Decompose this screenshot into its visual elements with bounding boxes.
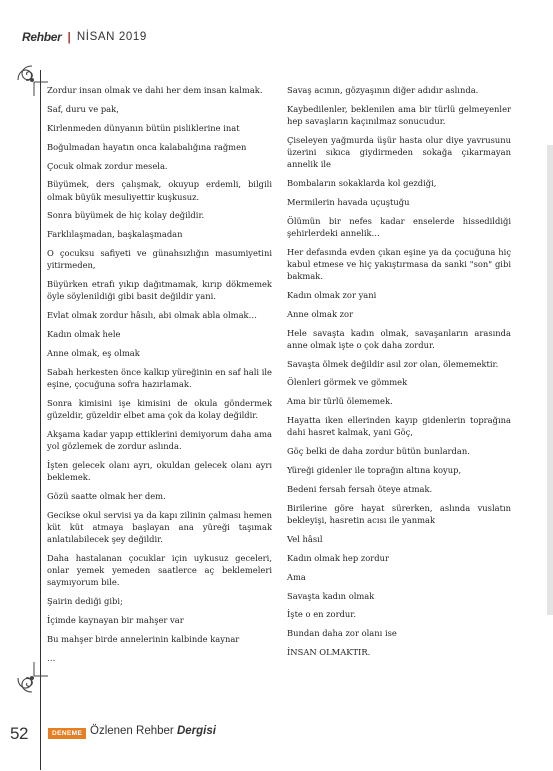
paragraph: Vel hâsıl bbox=[287, 533, 323, 544]
paragraph: Ölümün bir nefes kadar enselerde hissedildiği şehirlerdeki annelik… bbox=[287, 215, 511, 238]
footer-rule bbox=[40, 722, 41, 770]
paragraph: Yüreği gidenler ile toprağın altına koyup, bbox=[287, 465, 462, 476]
paragraph: Ama bir türlü ölememek. bbox=[287, 396, 393, 407]
top-ornament-icon bbox=[14, 62, 50, 98]
paragraph: Kaybedilenler, beklenilen ama bir türlü gelmeyenler hep savaşların kaçınılmaz sonucudur. bbox=[287, 103, 511, 126]
paragraph: Savaşta kadın olmak bbox=[287, 590, 375, 601]
header-separator: | bbox=[67, 30, 71, 44]
paragraph: Bundan daha zor olanı ise bbox=[287, 628, 397, 639]
paragraph: Akşama kadar yapıp ettiklerini demiyorum daha ama yol gözlemek de zordur aslında. bbox=[47, 428, 272, 451]
paragraph: Sonra büyümek de hiç kolay değildir. bbox=[47, 210, 205, 221]
paragraph: Kadın olmak zor yani bbox=[287, 289, 377, 300]
magazine-brand: Rehber bbox=[22, 30, 62, 44]
paragraph: Çiseleyen yağmurda üşür hasta olur diye yavrusunu üzerini sıkıca giydirmeden sokağa çıkarmayan annelik ile bbox=[287, 134, 511, 170]
paragraph: Sabah herkesten önce kalkıp yüreğinin en saf hali ile eşine, çocuğuna sofra hazırlamak. bbox=[47, 366, 272, 389]
paragraph: Şairin dediği gibi; bbox=[47, 595, 123, 606]
paragraph: Büyürken etrafı yıkıp dağıtmamak, kırıp dökmemek öyle söylenildiği gibi basit değildir yani. bbox=[47, 279, 272, 302]
paragraph: Sonra kimisini işe kimisini de okula göndermek güzeldir, güzeldir elbet ama çok da kolay değildir. bbox=[47, 397, 272, 420]
paragraph: Savaş acının, gözyaşının diğer adıdır aslında. bbox=[287, 85, 479, 95]
paragraph: Farklılaşmadan, başkalaşmadan bbox=[47, 229, 183, 240]
paragraph: Hele savaşta kadın olmak, savaşanların arasında anne olmak işte o çok daha zordur. bbox=[287, 327, 511, 350]
magazine-title bbox=[90, 725, 216, 737]
paragraph: Boğulmadan hayatın onca kalabalığına rağmen bbox=[47, 141, 247, 152]
paragraph: Daha hastalanan çocuklar için uykusuz geceleri, onlar yemek yemeden saatlerce aç beklemeleri saymıyorum bile. bbox=[47, 552, 272, 587]
page-number: 52 bbox=[10, 724, 28, 743]
paragraph: İNSAN OLMAKTIR. bbox=[287, 647, 371, 658]
section-badge: DENEME bbox=[48, 728, 86, 739]
paragraph: Kirlenmeden dünyanın bütün pisliklerine inat bbox=[47, 122, 240, 133]
page-footer bbox=[0, 722, 553, 752]
paragraph: Savaşta ölmek değildir asıl zor olan, ölememektir. bbox=[287, 358, 499, 369]
paragraph: Ölenleri görmek ve gömmek bbox=[287, 377, 408, 388]
paragraph: Ama bbox=[287, 571, 306, 582]
paragraph: İşte o en zordur. bbox=[287, 609, 357, 620]
paragraph: Bombaların sokaklarda kol gezdiği, bbox=[287, 177, 437, 188]
paragraph: İçimde kaynayan bir mahşer var bbox=[47, 614, 184, 625]
paragraph: Kadın olmak hele bbox=[47, 329, 121, 340]
paragraph: Büyümek, ders çalışmak, okuyup erdemli, bilgili olmak büyük mesuliyettir kuşkusuz. bbox=[47, 179, 272, 202]
paragraph: Anne olmak, eş olmak bbox=[47, 347, 140, 358]
paragraph: Anne olmak zor bbox=[287, 308, 354, 319]
paragraph: Evlat olmak zordur hâsılı, abi olmak abla olmak… bbox=[47, 310, 257, 321]
paragraph: Birilerine göre hayat sürerken, aslında vuslatın bekleyişi, hasretin acısı ile yanmak bbox=[287, 502, 511, 525]
magazine-title-prefix: Özlenen Rehber bbox=[90, 725, 174, 737]
paragraph: Hayatta iken ellerinden kayıp gidenlerin toprağına dahi hasret kalmak, yani Göç, bbox=[287, 415, 511, 438]
paragraph: Zordur insan olmak ve dahi her dem insan kalmak. bbox=[47, 85, 263, 95]
issue-date: NİSAN 2019 bbox=[76, 31, 147, 43]
paragraph: Göç belki de daha zordur bütün bunlardan. bbox=[287, 446, 470, 457]
bottom-ornament-icon bbox=[14, 660, 50, 696]
right-text-column bbox=[287, 84, 511, 665]
paragraph: … bbox=[47, 652, 56, 663]
paragraph: Her defasında evden çıkan eşine ya da çocuğuna hiç kabul etmese ve hiç yakıştırmasa da sanki "son" gibi bakmak. bbox=[287, 246, 511, 281]
paragraph: O çocuksu safiyeti ve günahsızlığın masumiyetini yitirmeden, bbox=[47, 248, 272, 271]
left-text-column bbox=[47, 84, 272, 670]
paragraph: Gecikse okul servisi ya da kapı zilinin çalması hemen küt küt atmaya başlayan ana yüreği taşımak anlatılabilecek şey değildir. bbox=[47, 509, 272, 544]
paragraph: İşten gelecek olanı ayrı, okuldan gelecek olanı ayrı beklemek. bbox=[47, 459, 272, 482]
paragraph: Saf, duru ve pak, bbox=[47, 103, 119, 114]
paragraph: Mermilerin havada uçuştuğu bbox=[287, 196, 410, 207]
paragraph: Kadın olmak hep zordur bbox=[287, 552, 389, 563]
paragraph: Gözü saatte olmak her dem. bbox=[47, 490, 166, 501]
paragraph: Çocuk olmak zordur mesela. bbox=[47, 160, 168, 171]
page-edge-strip bbox=[547, 145, 553, 615]
paragraph: Bu mahşer birde annelerinin kalbinde kaynar bbox=[47, 633, 240, 644]
page-header bbox=[22, 30, 147, 44]
magazine-title-bold: Dergisi bbox=[176, 725, 216, 737]
paragraph: Bedeni fersah fersah öteye atmak. bbox=[287, 484, 433, 494]
